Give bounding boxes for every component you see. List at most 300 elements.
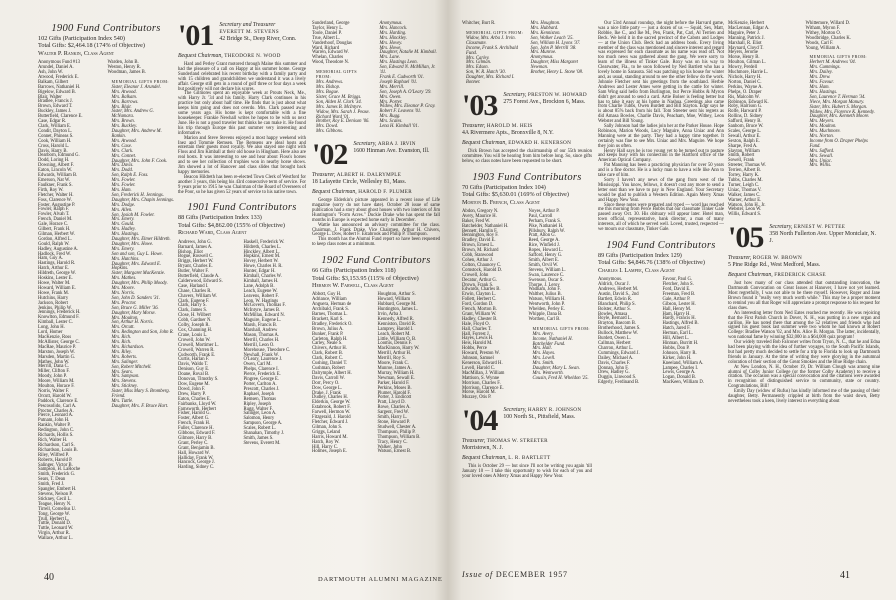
contributor-name: Salinger, Leon A. [243, 411, 277, 417]
contributor-name: Porter, J. Endicott [377, 395, 412, 401]
paragraph: Our 53rd Annual roundup, the night before the Harvard game, was a nice little party — just a dozen of us — Squid, Sex, Matt, Robbie, Ike C., and Ike M., Pen, Frank, Pat, Carl, Al Terrien and Beck. We held it in the sacred precinct of the Cabots and Lodges — at the Union Club. Beck had an address book. Every living member of the class was mentioned and sincere interest and regard was expressed for each classmate as his name was read off. Not too much news was gathered about the gang. We were sorry to learn of the illness of Tinker Gale. Roxy was on his way to Clearwater, Fla., to be soon followed by Ned Bartlett who has a lovely home in Sarasota. Sid was patching up his house for winter and, as usual, standing around to see the other fellow do the work. Johnnie Fletcher sent his greetings from the southland. Herbie Andrews and Lester Ames were getting in the cattle for winter. Sam Wing said hello from Burlington, but Perce Hobbs & Myron didn't get around to send a card. Artie Bolser is feeling better but has to take it easy at his home in Nashua. Greetings also came from Charlie Tubbs, Owen Burdett and Bill Slayton. Edgr says he is about 85% back from his fall. Tom Streeter sent his regrets as did Amasa Bowles, Charlie Davis, Peacham, Moe, Withey, Leon Webster and Bill Young. [598, 21, 724, 125]
contributor-column [312, 22, 373, 135]
contributor-name: Hall, Henry M. [662, 306, 692, 312]
memorial-entry: Mrs. Lovell. [532, 356, 556, 362]
contributor-name: Calderwood, Edward S. [178, 278, 223, 284]
contributor-name: Stickney, Cecil L. [38, 496, 72, 502]
left-column-3 [312, 22, 440, 455]
contributor-name: Thompson, William B. [377, 434, 421, 440]
contributor-name: Kimball, Charles W. [243, 274, 282, 280]
contributor-name: Perkins, Moses B. [377, 385, 412, 391]
contributor-name: McGovern, Thomas F. [243, 303, 286, 309]
contributor-name: Woodman, James B. [107, 70, 146, 76]
contributor-name: Gibson, Lester H. [662, 301, 696, 307]
secretary-address: 275 Forest Ave., Brockton 6, Mass. [503, 98, 586, 105]
contributor-name: Watson, William H. [528, 297, 566, 303]
contributor-name: Hadley, Chester B. [462, 316, 498, 322]
contributor-name: Howard, William [377, 297, 411, 303]
contributor-name: Warden, John B. [107, 60, 139, 66]
contributor-name: True, Albert L. [312, 35, 340, 41]
bequest-name: L. R. BARTLETT [508, 455, 551, 462]
memorial-entry: Mrs. Uniac. [809, 158, 833, 164]
contributor-list [598, 278, 724, 386]
contributor-name: McIntyre, James B. [243, 308, 281, 314]
contributor-name: Case, Edgar R. [38, 119, 67, 125]
memorial-entry: Sister, Margaret MacKenzie. [111, 271, 166, 277]
contributor-column [806, 22, 881, 218]
memorial-entry: Mrs. Muchmore. [809, 129, 841, 135]
memorial-entry: Sister, Mrs. Andrew G. McNamara. [111, 109, 154, 120]
right-column-2 [598, 22, 724, 386]
contributor-name: Hovey, Herbert W. [243, 259, 279, 265]
contributor-name: Cushman, Robert [312, 366, 345, 371]
contributor-name: Smith, Frederick G. [38, 472, 76, 478]
contributor-name: Putnam, John H. [38, 418, 70, 424]
paragraph: An interesting letter from Ned Eates reached me recently. He was rejoicing that the First Parish Church in Dover, N. H., was putting in a new organ and carillon. He has noted there that among the 52 relatives and friends who had signed his guest book last summer were two whom he had known at Robert College: Bradlee Watson '02, and Mrs. Alice B. Morgan. The latter, incidentally, won national fame by winning $32,000 in a $64,000 quiz program! [728, 310, 880, 341]
contributor-name: Denison, Guy E. [178, 367, 210, 373]
memorial-entry: Widow, Mrs. Eleanor P. Gray. [379, 104, 436, 110]
contributor-column [529, 210, 593, 401]
contributor-name: Avery, Maurice H. [462, 213, 497, 219]
contributor-name: Hinman, Burritt H. [662, 340, 699, 346]
class-03-notes [462, 88, 592, 165]
contributor-name: Jennings, Frederick H. [38, 310, 81, 316]
memorial-entry: Richard Ward '01. [316, 114, 350, 120]
contributor-name: Andrews, Herbert M. [598, 287, 639, 292]
memorial-entry: Son, William H. Lyons '37. [530, 40, 581, 46]
contributor-name: Hill, Harry C. [312, 444, 339, 450]
treasurer-address: 4A Rivermere Apts., Bronxville 8, N.Y. [462, 129, 554, 136]
contributor-name: Richardson, Carl S. [38, 442, 75, 448]
paragraph: Sally Johnson had the ladies join her at the Parker House. Hope Robinson, Marion Woods, Lucy Maguire, Anna Uniac and Ann Manning were at the party. They had a happy time together. It certainly was fine to see Mrs. Uniac and Mrs. Maguire. We hope they join us often. [598, 124, 724, 149]
contributor-name: Stevens, William L. [528, 267, 566, 273]
fund-1902-continued [462, 22, 592, 86]
contributor-name: Davis, Carroll W. [312, 375, 345, 381]
contributor-name: Little, William O. B. [377, 336, 417, 342]
memorial-entry: Mrs. Salinger. [111, 359, 138, 365]
contributor-name: Howard, Preston W. [462, 351, 500, 357]
fund-1901-section [178, 201, 306, 471]
fund-1902-agent: Hermon W. Farwell, Class Agent [312, 282, 394, 289]
contributor-name: Hall, Charles T. [462, 326, 492, 332]
fund-1903-section [462, 171, 592, 402]
contributor-column [598, 278, 660, 386]
contributor-name: Drake, J. Frank [312, 390, 341, 396]
memorial-entry: Herbert M. Andrews '04. [809, 60, 856, 66]
contributor-name: Pillsbury, Ralph W. [528, 228, 565, 234]
fund-1904-continued [728, 22, 880, 218]
memorial-entry: Mrs. Owen. [379, 94, 402, 100]
paragraph: Sorry I haven't any news of the gang from west of the Mississippi. You know, fellows, it doesn't cost any more to send a letter east than we have to pay in New England. Your Secretary would be glad to publish a Western Edition. Again Merry Xmas and Happy New Year. [598, 178, 724, 203]
memorial-entry: Mrs. Stevens. [111, 379, 137, 385]
memorial-list [529, 333, 593, 382]
bequest-label: Bequest Chairman, [462, 139, 507, 146]
contributor-name: Fisher, Harold G. [178, 411, 211, 417]
contributor-name: Farnsworth, Herbert [178, 406, 217, 412]
contributor-name: Crowell, Warren R. [178, 347, 215, 353]
contributor-name: Riley, Wilfred P. [38, 452, 69, 458]
contributor-name: Burdett, Owen L. [598, 336, 631, 342]
memorial-entry: Joseph Raphael '01. [379, 79, 418, 85]
contributor-name: Mason, Thomas A. [243, 332, 280, 338]
contributor-name: Howe, Walter M. [38, 281, 71, 286]
contributor-name: Griggs, Leland [312, 429, 341, 435]
paragraph: Pat Manning has been a practicing physician for over 50 years and is a fine doctor. He is a lucky man to have a wife like Ann to take care of him. [598, 163, 724, 179]
contributor-name: Bigelow, Edward B. [38, 89, 76, 95]
contributor-name: Marshall, Andrew [243, 328, 278, 333]
memorial-entry: Mrs. Gibbons. [316, 129, 343, 135]
fund-1901-total: Total Gifts: $4,862.00 (155% of Objective) [178, 221, 285, 229]
memorial-entry: Mrs. Hadley. [111, 227, 136, 233]
contributor-name: Noyes, Arthur P. [528, 208, 560, 214]
contributor-name: Abdon, Gregory N. [462, 208, 499, 214]
contributor-name: Emerson, Nat W. [38, 177, 71, 183]
contributor-name: Freeman, Fred B. [662, 291, 696, 297]
class-01-notes [178, 19, 306, 195]
contributor-name: MacRae, Maurice P. [38, 344, 77, 350]
memorial-entry: Friend. [111, 394, 126, 400]
contributor-name: Huntington, James L. [377, 307, 418, 313]
contributor-list [312, 293, 440, 455]
memorial-entry: Mrs. Scales. [379, 119, 403, 125]
contributor-name: Safford, Henry G. [528, 253, 563, 259]
contributor-name: Donnan, John F. [598, 365, 629, 371]
bequest-label: Bequest Chairman, [728, 272, 773, 279]
memorial-entry: Mrs. Kenniston. [530, 30, 561, 36]
memorial-entry: Widow, Mrs. Arba J. Irvin. [466, 35, 516, 41]
memorial-entry: Mrs. Smith. [532, 361, 555, 367]
memorial-entry: Mrs. Sewall. [809, 153, 834, 159]
memorial-entry: Mrs. Rich. [111, 340, 132, 346]
contributor-name: Clark, James S. [178, 308, 208, 314]
contributor-name: Sampson, H. LaRoche [38, 467, 81, 473]
fund-1904-total: Total Gifts: $4,846.76 (138% of Objective) [598, 259, 705, 267]
contributor-name: Merrill, Roy S. [377, 356, 406, 362]
contributor-name: Bullock, Matthew W. [598, 331, 639, 337]
paragraph: Since these notes were prepared and typed — word has reached me this morning from Perce Hobbs that our classmate Tinker Gale passed away Oct. 30. His obituary will appear later. Hotel man, town official, representative, bank director, a man of many interests, all of which he served well. Loved, trusted, respected — we mourn our classmate, Tinker Gale. [598, 202, 724, 233]
contributor-name: Abbott, Guy H. [312, 292, 342, 298]
memorial-entry: Son, John D. Sanders '31. [111, 295, 161, 301]
paragraph: Dick Brown has accepted the chairmanship of our 55th reunion committee. You will be hearing from him before long. So, since gifts below, so class notes have been requested to be short. [462, 148, 592, 164]
contributor-name: Marsden, Martin G. [38, 354, 76, 360]
memorial-entry: Mrs. Buckley. [111, 124, 138, 130]
contributor-name: Anonymous Fund #13 [38, 60, 80, 66]
secretary-address: 358 North Fullerton Ave. Upper Montclair, N. J. [769, 231, 877, 245]
contributor-list [462, 22, 592, 86]
fund-1903-gifts: 70 Gifts (Participation Index 104) [462, 183, 546, 191]
memorial-entry: Mrs. Allen. [111, 207, 133, 213]
memorial-entry: Mrs. Hubbard. [530, 25, 559, 31]
contributor-name: Clark, Eugene F. [178, 298, 210, 304]
contributor-name: Fowler, Alvah T. [38, 212, 70, 218]
fund-1903-title: 1903 Fund Contributors [472, 171, 582, 183]
contributor-name: Kimball, James H. [243, 278, 279, 284]
contributor-name: Weston, Henry R. [107, 65, 141, 71]
fund-1901-agent: Richard Ward, Class Agent [178, 229, 247, 237]
contributor-name: Kenniston, David R. [377, 321, 417, 327]
contributor-name: Thorpe, J. Leroy [528, 282, 560, 288]
paragraph: Henry Hall says he is too young yet to be turned out to pasture and keeps busy with his connection in the Hartford office of the American Optical Company. [598, 148, 724, 164]
contributor-name: Stevens, Everett M. [243, 440, 281, 446]
contributor-name: Hastings, Harold R. [38, 261, 76, 267]
contributor-name: Lewis, George A. [662, 370, 696, 376]
contributor-list [728, 22, 880, 218]
paragraph: George Elderkin's picture appeared in a recent issue of Life magazine (sorry do not have date). October 28 issue of same publication had a story about ghost houses with two interiors of Jim Huntington's "Form Acres." Duckie Drake who has spent the fall months in Europe is expected home early in December. [312, 198, 440, 223]
contributor-name: Fairbanks, Lloyd W. [178, 401, 217, 407]
paragraph: Hard and Perley Grant motored through Maine this summer and had the pleasure of a call on Happy at his summer home. George Sunderland celebrated his recent birthday with a family party and with 15 children and grandchildren we understand it was a lively affair. George still gets in a round of golf three or four days a week but positively will not declare his scores. [178, 62, 306, 92]
contributor-name: Lampee, Charles I. [662, 365, 699, 371]
secretary-label: Secretary, [503, 407, 527, 414]
contributor-name: Davis, Harry B. [38, 148, 68, 154]
contributor-name: Bogue, Roswell C. [178, 254, 214, 260]
contributor-name: McMillan, Edward N. [243, 313, 285, 319]
treasurer-label: Treasurer, [728, 255, 752, 262]
contributor-name: Bennington, Roy F. [462, 233, 499, 239]
memorial-entry: Daughter, Mrs. Elmer Hildreth. [111, 237, 171, 243]
memorial-entry: Brother, Roy E. Denison '06. [316, 119, 370, 125]
contributor-name: Tuttle, Leonard W. [38, 526, 74, 532]
contributor-name: Dowd, John F. [178, 386, 206, 392]
contributor-name: Hobbs, Don P. [662, 345, 690, 351]
memorial-entry: Mrs. Houghton. [530, 21, 561, 26]
contributor-name: Walker, John [377, 444, 402, 450]
memorial-entry: Mrs. Hastings. [809, 89, 838, 95]
contributor-name: Nichols, Harry H. [728, 74, 762, 80]
contributor-list [178, 241, 306, 472]
memorial-entry: Mrs. Clark. [111, 148, 134, 154]
contributor-name: Blair, Walter [38, 94, 62, 100]
contributor-name: Bradley, Frederick O. [312, 321, 353, 327]
contributor-name: Sexton, Ralph E. [728, 138, 760, 144]
memorial-entry: Daughter, Mary L. Swan. [532, 366, 580, 372]
memorial-entry: Mrs. Fowler. [111, 178, 136, 184]
contributor-name: Fitzgerald, J. Harold [312, 415, 351, 421]
memorial-list [527, 22, 593, 86]
memorial-entry: Mrs. Rich. [111, 335, 132, 341]
contributor-name: Brackett, Karl S. [312, 316, 344, 322]
memorial-entry: Mrs. Balkam. [111, 94, 137, 100]
memorial-entry: Daughter, Mrs. Howe. [111, 241, 154, 247]
contributor-name: Adriance, William [312, 297, 347, 303]
class-notes-body [462, 150, 592, 165]
contributor-name: Terrien, Albert B. [728, 168, 761, 174]
contributor-name: Gilbert, Frank H. [38, 227, 71, 233]
contributor-name: Gibbons, Edward F. [178, 431, 216, 437]
contributor-name: Tracy, Henry C. [377, 439, 408, 445]
contributor-name: Withey, Morton O. [805, 30, 841, 36]
memorial-entry: Mrs. Mathes. [111, 276, 137, 282]
contributor-name: Eaton, Lincoln W. [38, 168, 73, 174]
memorial-entry: Mrs. Ham. [111, 187, 132, 193]
memorial-entry: Mrs. Meyers. [809, 119, 835, 125]
contributor-name: Morehouse, Theodore C. [243, 347, 291, 353]
contributor-name: Hatch, Roy W. [312, 439, 340, 445]
paragraph: Our widely traveled Bob Falconer writes from Tryon, N. C., that he and Edna had been playing with the idea of further voyages, to the South Pacific Islands, but had pretty much decided to settle for a trip to Florida to look up Dartmouth friends in January. At the time of writing they were glorying in the autumnal coloration of their section of the Great Smokies and the Blue Ridge chain. [728, 340, 880, 365]
fund-1904-section [598, 239, 724, 386]
memorial-entry: Mrs. Drew. [809, 75, 831, 81]
contributor-name: Teague, Henry N. [38, 501, 72, 507]
contributor-name: Cohen, Arthur J. [462, 257, 493, 263]
paragraph: Marion and Steve Stevens enjoyed a most happy weekend with Inez and Tommie Remsen. The Remsens are ideal hosts and entertain their guests most royally. We also stayed one night with Floss and Jim Kimball at their old house in Hingham. Here also are real hosts. It was interesting to see and hear about Floss's horses and to see her collection of trophies won in nearby horse shows. Jim showed a lot of Hanover and class slides that brought back happy memories. [178, 135, 306, 175]
contributor-name: Porter, Carlton A. [243, 381, 277, 387]
fund-1900-section [38, 22, 174, 542]
contributor-name: Charron, Arthur L. [598, 345, 634, 351]
class-notes-body [312, 199, 440, 248]
contributor-name: Smith, Robert [728, 153, 755, 159]
memorial-label: MEMORIAL GIFTS FROM: [532, 325, 590, 331]
contributor-name: O'Leary, Laurence J. [243, 357, 283, 363]
memorial-entry: Widow, Mrs. Florence K. Kennedy. [809, 109, 875, 115]
contributor-name: Whitcher, Burt R. [462, 21, 496, 26]
fund-1902-gifts: 66 Gifts (Participation Index 118) [312, 267, 396, 275]
contributor-name: Plumer, Harold F. [377, 390, 411, 396]
bequest-name: FREDERICK CHASE [774, 272, 826, 279]
paragraph: Emily Day (widow of Rufus) has kindly informed me of the passing of their daughter, Betty. Permanently crippled at birth from the waist down, Betty nevertheless took a keen, lively interest in everything about [728, 389, 880, 404]
contributor-sublist [462, 22, 524, 27]
contributor-name: French, Morton B. [462, 307, 497, 313]
contributor-name: Woodbridge, Charles K. [805, 35, 851, 41]
contributor-name: Brayton, Bascom B. [598, 321, 637, 327]
contributor-name: Foster, Albert G. [178, 416, 210, 422]
contributor-name: Sears, T. Dean [38, 477, 66, 483]
memorial-entry: Mrs. Merrill. [379, 84, 405, 90]
contributor-name: Herman, Earl L. [662, 331, 693, 337]
paragraph: Wattie has announced an advisory committee for the class. Chairman, J. Frank Drake, Vice Chairmen, Arthur H. Chivers, George L. Dow, Robert F. Estabrook and Philip P. Thompson. [312, 222, 440, 238]
memorial-entry: Mrs. Hayes. [532, 351, 556, 357]
contributor-name: Ris, Malcolm W. [728, 94, 760, 100]
contributor-name: Cudworth, Frank E. [178, 352, 216, 358]
contributor-name: Doane, Roval B. [178, 372, 210, 378]
contributor-name: Bishop, Eliot [178, 249, 203, 255]
secretary-label: Secretary, [769, 224, 793, 231]
contributor-name: Scales, Robert L. [243, 426, 276, 432]
memorial-entry: Mrs. Rugg. [379, 114, 401, 120]
contributor-name: Heis, Harold M. [462, 341, 493, 347]
contributor-name: Hoskins, Lester E. [38, 276, 73, 282]
class-05-notes [728, 221, 880, 405]
contributor-name: Hutchins, Harry [38, 295, 69, 301]
contributor-column [462, 210, 526, 401]
contributor-name: Whipple, Dana B. [528, 311, 563, 317]
memorial-entry: Mrs. Hall. [532, 346, 552, 352]
contributor-name: Morrison, Clarence E. [462, 385, 504, 391]
memorial-entry: Mrs. Fowler. [111, 183, 136, 189]
contributor-name: Kneeland, William A. [662, 360, 704, 366]
contributor-name: Sunderland, George [312, 21, 350, 26]
memorial-entry: Mrs. Ham. [809, 84, 830, 90]
contributor-name: Barrows, Nathaniel H. [38, 84, 81, 90]
contributor-name: Cobb, Gardner N. [178, 318, 212, 324]
contributor-name: Studwell, Chester A. [377, 424, 417, 430]
memorial-entry: Mrs. Avery. [532, 331, 554, 337]
paragraph: At New London, N. H., October 19, Dr. William Clough was among nine alumni of Colby Junior College (or the former Colby Academy) to receive a citation. The occasion was a special convocation and the citations were awarded in recognition of distinguished service to community, state or country. Congratulations, Bill! [728, 364, 880, 390]
contributor-name: Brotherhood, James S. [598, 326, 641, 332]
left-column-2 [178, 19, 306, 471]
contributor-name: Ward, Richard [312, 45, 340, 51]
class-04-notes [462, 404, 592, 480]
contributor-name: Dudley, Charles H. [312, 395, 348, 401]
contributor-name: Wood, Theodore N. [312, 60, 350, 66]
memorial-entry: Mrs. Hutchins. [111, 256, 140, 262]
contributor-name: Firth, Roy W. [38, 187, 64, 193]
bequest-label: Bequest Chairman, [462, 455, 507, 462]
contributor-name: Turner, Leigh C. [728, 182, 760, 188]
contributor-name: Howe, Frank M. [38, 290, 69, 296]
contributor-name: Batchelder, Nathaniel H. [462, 223, 509, 229]
contributor-name: Hildreth, Charles L. [243, 244, 281, 250]
contributor-name: Merrill, Charles H. [243, 337, 280, 343]
contributor-name: Bowles, Amasa [598, 311, 628, 317]
memorial-entry: Brother, Henry L. Stone '08. [530, 70, 584, 76]
contributor-name: Proctor, Charles A. [38, 408, 74, 414]
fund-1901-gifts: 88 Gifts (Participation Index 133) [178, 214, 262, 222]
contributor-name: Whittemore, Willard D. [805, 21, 851, 26]
contributor-name: Lord, Homer [38, 330, 63, 336]
contributor-name: Hale, Floyd O. [462, 321, 490, 327]
memorial-entry: Income, Frank S. Archibald Fund. [466, 45, 518, 56]
contributor-column [38, 61, 105, 542]
contributor-name: Dow, George L. [312, 385, 343, 391]
paragraph: The Gilmores spent an enjoyable week at Prouts Neck, Me., with Harry Jr. '34 and his family. Harry Clark continues in his practice but only about half time. He finds that is just about what keeps him going and does not overdo. Mrs. Clark passed away some years ago. His home is kept comfortable with a fine housekeeper. Frankie Newhall writes he hopes to be with us next June. He is not a good traveler but thinks he can make it. He found his trip through Europe this past summer very interesting and informative. [178, 91, 306, 136]
contributor-sublist [806, 22, 881, 51]
contributor-name: Rollins, D. Sidney [728, 114, 763, 120]
contributor-name: Hubbard, George M. [377, 302, 417, 308]
contributor-name: Raphael, Joseph [243, 391, 274, 397]
secretary-address: 42 Bridge St., Deep River, Conn. [219, 36, 297, 42]
memorial-entry: Son and son, Guy L. Howe. [111, 251, 163, 257]
contributor-name: Erwin, Clayton L. [462, 292, 496, 298]
contributor-column [108, 61, 175, 542]
contributor-name: Smith, Orvil W. [528, 262, 559, 268]
memorial-entry: Daughter, Mrs. Andrew M. Rankin. [111, 129, 162, 139]
memorial-entry: Son, Robert Mitchell. [111, 364, 152, 370]
contributor-name: Downing, Albert F. [38, 163, 75, 169]
contributor-name: Tubbs, Charles M. [728, 178, 763, 183]
memorial-entry: Daughter, Mrs. Richard I. Bonner. [466, 75, 515, 86]
contributor-name: Brown, Julius A. [312, 326, 344, 332]
contributor-name: Sewall, Arthur E. [728, 133, 761, 139]
contributor-name: Edgerly, Ferdinand B. [598, 380, 640, 386]
memorial-entry: Son, Frederick H. Jennings. [111, 192, 164, 198]
contributor-name: Logan, Donald B. [662, 375, 697, 381]
memorial-entry: Mrs. Moore. [111, 286, 135, 292]
memorial-entry: Mrs. Connet. [111, 153, 137, 159]
contributor-name: Marsh, Francis B. [243, 323, 278, 329]
memorial-entry: Mrs. Blair. [111, 104, 132, 110]
contributor-name: Whelden, Perley E. [528, 307, 565, 313]
contributor-name: Cross, Harold L. [38, 143, 70, 149]
contributor-name: Hobbs, Perce [462, 346, 487, 352]
secretary-address: 1600 Hinman Ave. Evanston, Ill. [353, 148, 430, 155]
contributor-name: Sanborn, Bruce W. [728, 124, 764, 130]
contributor-name: Walker, James C. [728, 192, 761, 198]
contributor-name: Andrews, John G. [178, 239, 212, 245]
contributor-name: Kirker, John H. [662, 355, 692, 361]
contributor-name: Leon, W. Hastings [243, 298, 279, 304]
contributor-name: Ripley, Joseph [243, 401, 271, 407]
memorial-entry: Mrs. Favour. [809, 80, 834, 86]
contributor-name: Wentworth, John P. [528, 302, 565, 308]
contributor-name: Virgin, Arthur R. [38, 531, 70, 537]
memorial-entry: Mrs. Davis. [111, 163, 134, 169]
contributor-name: Austin, David S., 2nd [598, 291, 639, 297]
contributor-name: Robinson, Edward K. [728, 99, 769, 105]
contributor-name: Kennedy, Alfred R. [377, 316, 414, 322]
contributor-name: Marshall, R. Eliot [728, 40, 762, 46]
memorial-list [312, 81, 373, 135]
memorial-entry: Daughter, Mrs. Philip Moody. [111, 281, 168, 287]
treasurer-label: Treasurer, [462, 122, 486, 129]
